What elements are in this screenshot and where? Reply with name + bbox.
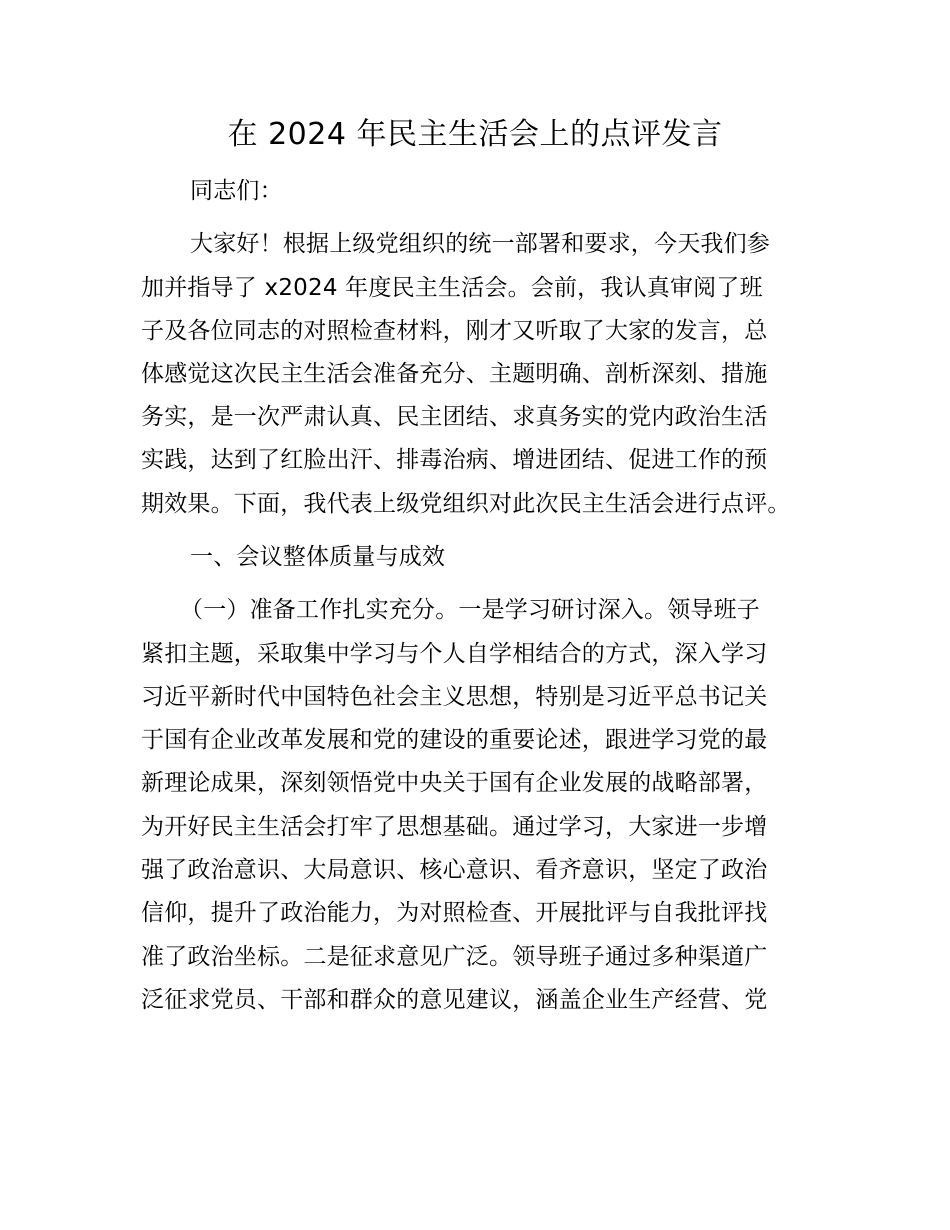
paragraph-line: 体感觉这次民主生活会准备充分、主题明确、剖析深刻、措施	[141, 361, 768, 387]
paragraph-line: 准了政治坐标。二是征求意见广泛。领导班子通过多种渠道广	[141, 944, 768, 970]
paragraph-line: 大家好！根据上级党组织的统一部署和要求，今天我们参	[190, 231, 770, 257]
paragraph-line: 务实，是一次严肃认真、民主团结、求真务实的党内政治生活	[141, 404, 768, 430]
section-heading: 一、会议整体质量与成效	[190, 544, 446, 570]
paragraph-line: 新理论成果，深刻领悟党中央关于国有企业发展的战略部署，	[141, 770, 768, 796]
paragraph-line: 为开好民主生活会打牢了思想基础。通过学习，大家进一步增	[141, 814, 768, 840]
paragraph-line: 信仰，提升了政治能力，为对照检查、开展批评与自我批评找	[141, 900, 768, 926]
paragraph-line: 强了政治意识、大局意识、核心意识、看齐意识，坚定了政治	[141, 857, 768, 883]
paragraph-line: 同志们：	[190, 178, 283, 204]
paragraph-line: 泛征求党员、干部和群众的意见建议，涵盖企业生产经营、党	[141, 987, 768, 1013]
paragraph-line: 习近平新时代中国特色社会主义思想，特别是习近平总书记关	[141, 684, 768, 710]
paragraph-line: （一）准备工作扎实充分。一是学习研讨深入。领导班子	[180, 597, 760, 623]
paragraph-line: 于国有企业改革发展和党的建设的重要论述，跟进学习党的最	[141, 727, 768, 753]
paragraph-line: 加并指导了 x2024 年度民主生活会。会前，我认真审阅了班	[141, 275, 763, 301]
paragraph-line: 紧扣主题，采取集中学习与个人自学相结合的方式，深入学习	[141, 641, 768, 667]
paragraph-line: 期效果。下面，我代表上级党组织对此次民主生活会进行点评。	[141, 491, 791, 517]
paragraph-line: 子及各位同志的对照检查材料，刚才又听取了大家的发言，总	[141, 318, 768, 344]
paragraph-line: 实践，达到了红脸出汗、排毒治病、增进团结、促进工作的预	[141, 447, 768, 473]
document-title: 在 2024 年民主生活会上的点评发言	[227, 117, 723, 152]
